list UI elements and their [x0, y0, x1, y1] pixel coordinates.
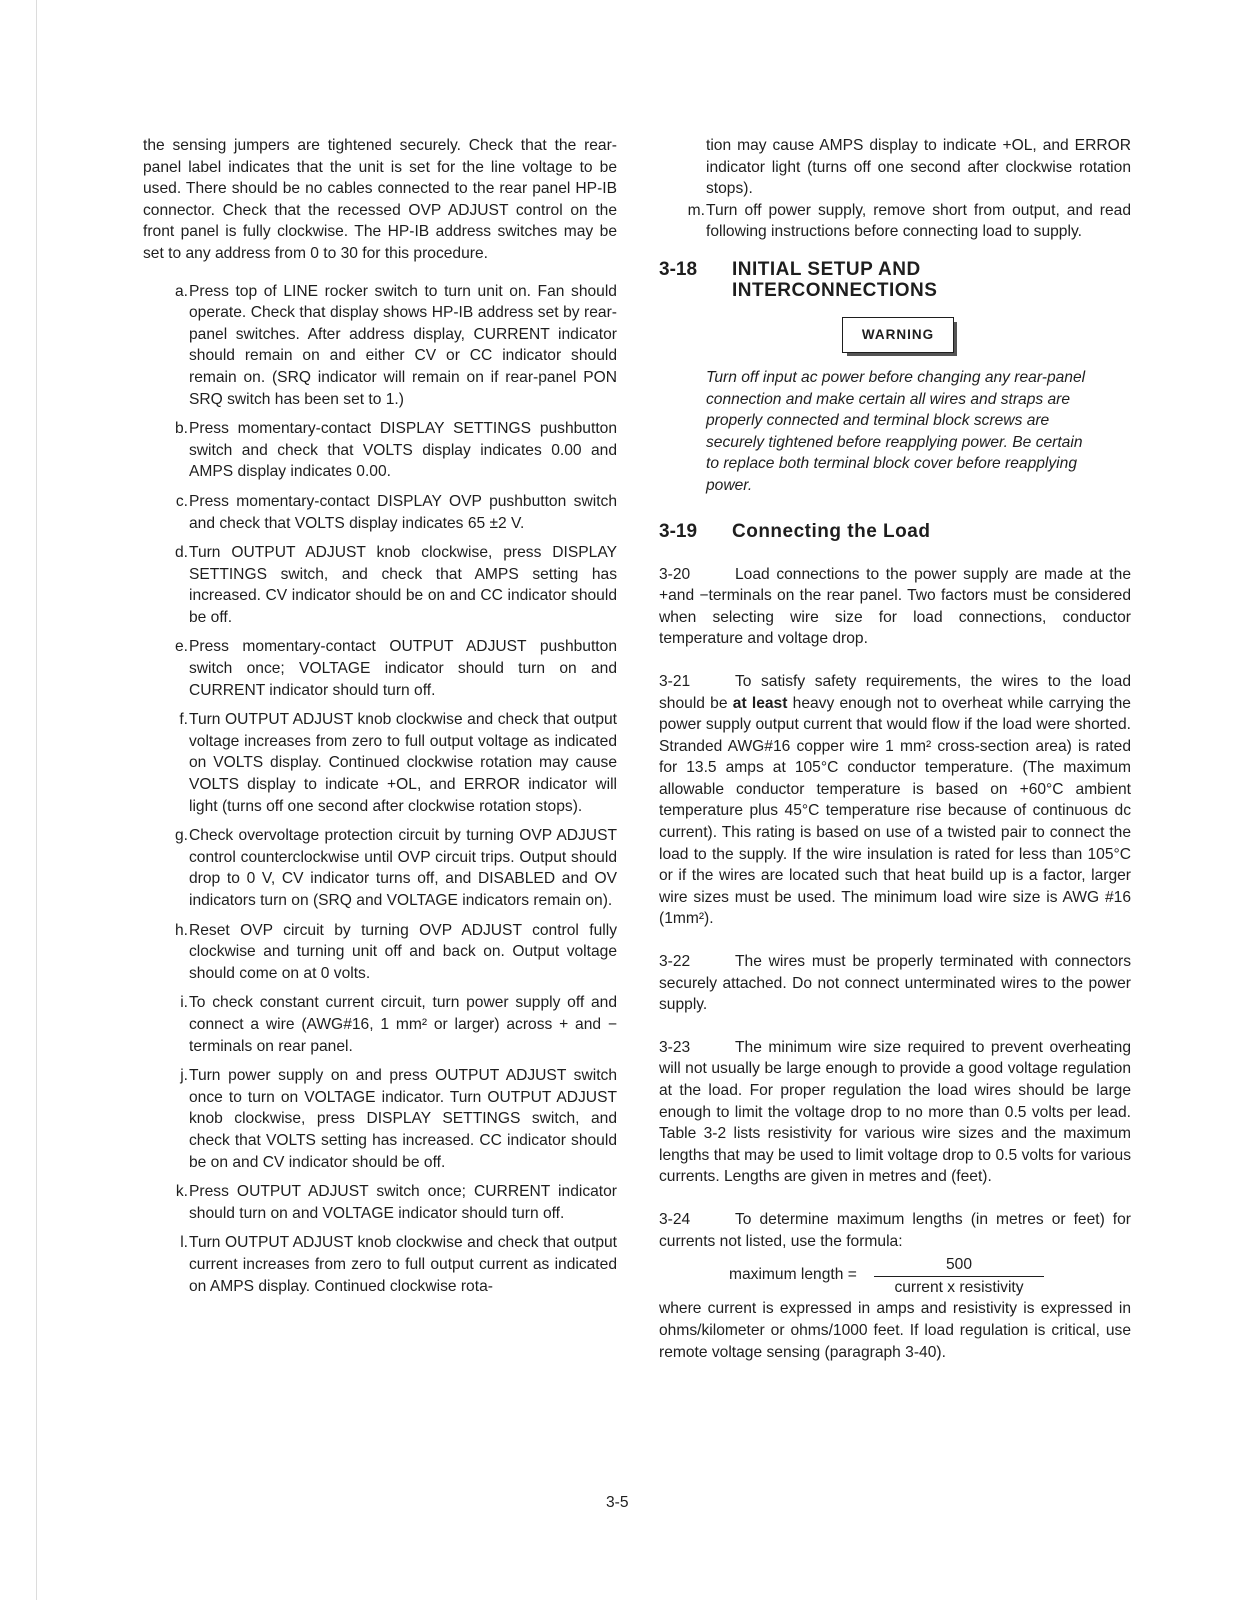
paragraph-text: To determine maximum lengths (in metres or feet) for currents not listed, use the formula: — [659, 1210, 1131, 1250]
step-m — [660, 200, 1131, 243]
paragraph-3-22 — [659, 951, 1131, 1016]
step-letter: e. — [174, 638, 188, 656]
section-number: 3-19 — [659, 520, 698, 542]
step-b — [143, 418, 617, 483]
section-number: 3-18 — [659, 258, 698, 280]
step-letter: k. — [175, 1183, 188, 1201]
formula-denominator: current x resistivity — [894, 1278, 1024, 1296]
formula-label: maximum length = — [729, 1266, 857, 1284]
step-text: To check constant current circuit, turn power supply off and connect a wire (AWG#16, 1 mm² or larger) across + and − terminals on rear panel. — [189, 994, 617, 1055]
section-title: Connecting the Load — [732, 520, 931, 542]
section-title-line-1: INITIAL SETUP AND — [732, 258, 921, 280]
step-i — [143, 992, 617, 1057]
scan-edge-line — [36, 0, 37, 1600]
step-letter: m. — [687, 201, 705, 219]
paragraph-text: The minimum wire size required to prevent overheating will not usually be large enough to provide a good voltage regulation at the load. For proper regulation the load wires should be large enough to limit the voltage drop to no more than 0.5 volts per lead. Table 3-2 lists resistivity for various wire sizes and the maximum lengths that may be used to limit voltage drop to 0.5 volts for various currents. Lengths are given in metres and (feet). — [659, 1038, 1131, 1186]
paragraph-bold: at least — [732, 694, 788, 712]
step-letter: g. — [174, 827, 188, 845]
paragraph-3-24-after-formula: where current is expressed in amps and resistivity is expressed in ohms/kilometer or ohms/1000 feet. If load regulation is critical, use remote voltage sensing (paragraph 3-40). — [659, 1300, 1131, 1361]
step-f — [143, 709, 617, 817]
max-length-formula — [659, 1254, 1131, 1298]
formula-fraction — [874, 1254, 1044, 1298]
step-d — [143, 542, 617, 628]
paragraph-3-24 — [659, 1209, 1131, 1252]
step-text: Reset OVP circuit by turning OVP ADJUST control fully clockwise and turning unit off and back on. Output voltage should come on at 0 volts. — [189, 921, 617, 982]
paragraph-number: 3-20 — [659, 565, 691, 583]
step-letter: i. — [180, 994, 188, 1012]
step-text: Turn OUTPUT ADJUST knob clockwise and check that output current increases from zero to full output current as indicated on AMPS display. Continued clockwise rota- — [189, 1234, 617, 1295]
section-title-line-2: INTERCONNECTIONS — [732, 279, 938, 301]
step-text: Press momentary-contact DISPLAY OVP pushbutton switch and check that VOLTS display indicates 65 ±2 V. — [189, 492, 617, 532]
paragraph-number: 3-23 — [659, 1038, 691, 1056]
paragraph-3-20 — [659, 564, 1131, 650]
section-heading-3-19 — [659, 521, 1131, 542]
paragraph-3-21 — [659, 671, 1131, 930]
formula-numerator: 500 — [874, 1254, 1044, 1277]
step-k — [143, 1181, 617, 1224]
procedure-steps — [143, 281, 617, 1298]
step-text: Press top of LINE rocker switch to turn unit on. Fan should operate. Check that display shows HP-IB address set by rear-panel switches. After address display, CURRENT indicator should remain on and either CV or CC indicator should remain on. (SRQ indicator will remain on if rear-panel PON SRQ switch has been set to 1.) — [189, 282, 617, 408]
step-text: Press momentary-contact DISPLAY SETTINGS pushbutton switch and check that VOLTS display indicates 0.00 and AMPS display indicates 0.00. — [189, 420, 617, 481]
step-a — [143, 281, 617, 411]
paragraph-text: The wires must be properly terminated with connectors securely attached. Do not connect unterminated wires to the power supply. — [659, 953, 1131, 1014]
paragraph-3-23 — [659, 1037, 1131, 1188]
step-letter: a. — [174, 282, 188, 300]
page-number: 3-5 — [606, 1494, 629, 1511]
step-letter: c. — [175, 492, 188, 510]
step-text: Turn OUTPUT ADJUST knob clockwise, press DISPLAY SETTINGS switch, and check that AMPS setting has increased. CV indicator should be on and CC indicator should be off. — [189, 544, 617, 626]
step-text: Turn OUTPUT ADJUST knob clockwise and check that output voltage increases from zero to full output voltage as indicated on VOLTS display. Continued clockwise rotation may cause VOLTS display to indicate +OL, and ERROR indicator will light (turns off one second after clockwise rotation stops). — [189, 711, 617, 815]
left-column — [143, 135, 617, 1305]
step-l — [143, 1232, 617, 1297]
warning-box — [842, 317, 958, 357]
step-letter: f. — [179, 711, 188, 729]
step-letter: j. — [180, 1067, 188, 1085]
paragraph-number: 3-24 — [659, 1210, 691, 1228]
step-g — [143, 825, 617, 911]
step-c — [143, 491, 617, 534]
step-letter: l. — [180, 1234, 188, 1252]
section-title — [732, 259, 1131, 301]
intro-paragraph: the sensing jumpers are tightened securely. Check that the rear-panel label indicates that the unit is set for the line voltage to be used. There should be no cables connected to the rear panel HP-IB connector. Check that the recessed OVP ADJUST control on the front panel is fully clockwise. The HP-IB address switches may be set to any address from 0 to 30 for this procedure. — [143, 137, 617, 262]
paragraph-text-a: To satisfy safety requirements, the wires to the load should be — [659, 672, 1131, 712]
right-column — [659, 135, 1131, 1363]
step-l-continuation: tion may cause AMPS display to indicate +OL, and ERROR indicator light (turns off one second after clockwise rotation stops). — [706, 137, 1131, 198]
step-letter: b. — [174, 420, 188, 438]
step-j — [143, 1065, 617, 1173]
paragraph-number: 3-21 — [659, 672, 691, 690]
step-text: Press momentary-contact OUTPUT ADJUST pushbutton switch once; VOLTAGE indicator should turn on and CURRENT indicator should turn off. — [189, 638, 617, 699]
step-text: Turn power supply on and press OUTPUT ADJUST switch once to turn on VOLTAGE indicator. Turn OUTPUT ADJUST knob clockwise, press DISPLAY SETTINGS switch, and check that VOLTS setting has increased. CC indicator should be on and CV indicator should be off. — [189, 1067, 617, 1171]
step-h — [143, 920, 617, 985]
paragraph-number: 3-22 — [659, 953, 691, 971]
warning-text: Turn off input ac power before changing any rear-panel connection and make certain all wires and straps are properly connected and terminal block screws are securely tightened before reapplying power. Be certain to replace both terminal block cover before reapplying power. — [706, 368, 1086, 494]
step-text: Press OUTPUT ADJUST switch once; CURRENT indicator should turn on and VOLTAGE indicator should turn off. — [189, 1183, 617, 1222]
step-text: Turn off power supply, remove short from output, and read following instructions before connecting load to supply. — [706, 201, 1131, 241]
warning-label: WARNING — [842, 317, 954, 353]
step-letter: d. — [174, 544, 188, 562]
section-heading-3-18 — [659, 259, 1131, 301]
step-text: Check overvoltage protection circuit by turning OVP ADJUST control counterclockwise until OVP circuit trips. Output should drop to 0 V, CV indicator turns off, and DISABLED and OV indicators turn on (SRQ and VOLTAGE indicators remain on). — [189, 827, 617, 909]
step-e — [143, 636, 617, 701]
paragraph-text: Load connections to the power supply are made at the +and −terminals on the rear panel. Two factors must be considered when selecting wire size for load connections, conductor temperature and voltage drop. — [659, 565, 1131, 648]
paragraph-text-b: heavy enough not to overheat while carrying the power supply output current that would flow if the load were shorted. Stranded AWG#16 copper wire 1 mm² cross-section area) is rated for 13.5 amps at 105°C conductor temperature. (The maximum allowable conductor temperature is based on +60°C ambient temperature plus 45°C temperature rise because of continuous dc current). This rating is based on use of a twisted pair to connect the load to the supply. If the wire insulation is rated for less than 105°C or if the wires are located such that heat build up is a factor, larger wire sizes must be used. The minimum load wire size is AWG #16 (1mm²). — [659, 694, 1131, 928]
step-letter: h. — [174, 921, 188, 939]
